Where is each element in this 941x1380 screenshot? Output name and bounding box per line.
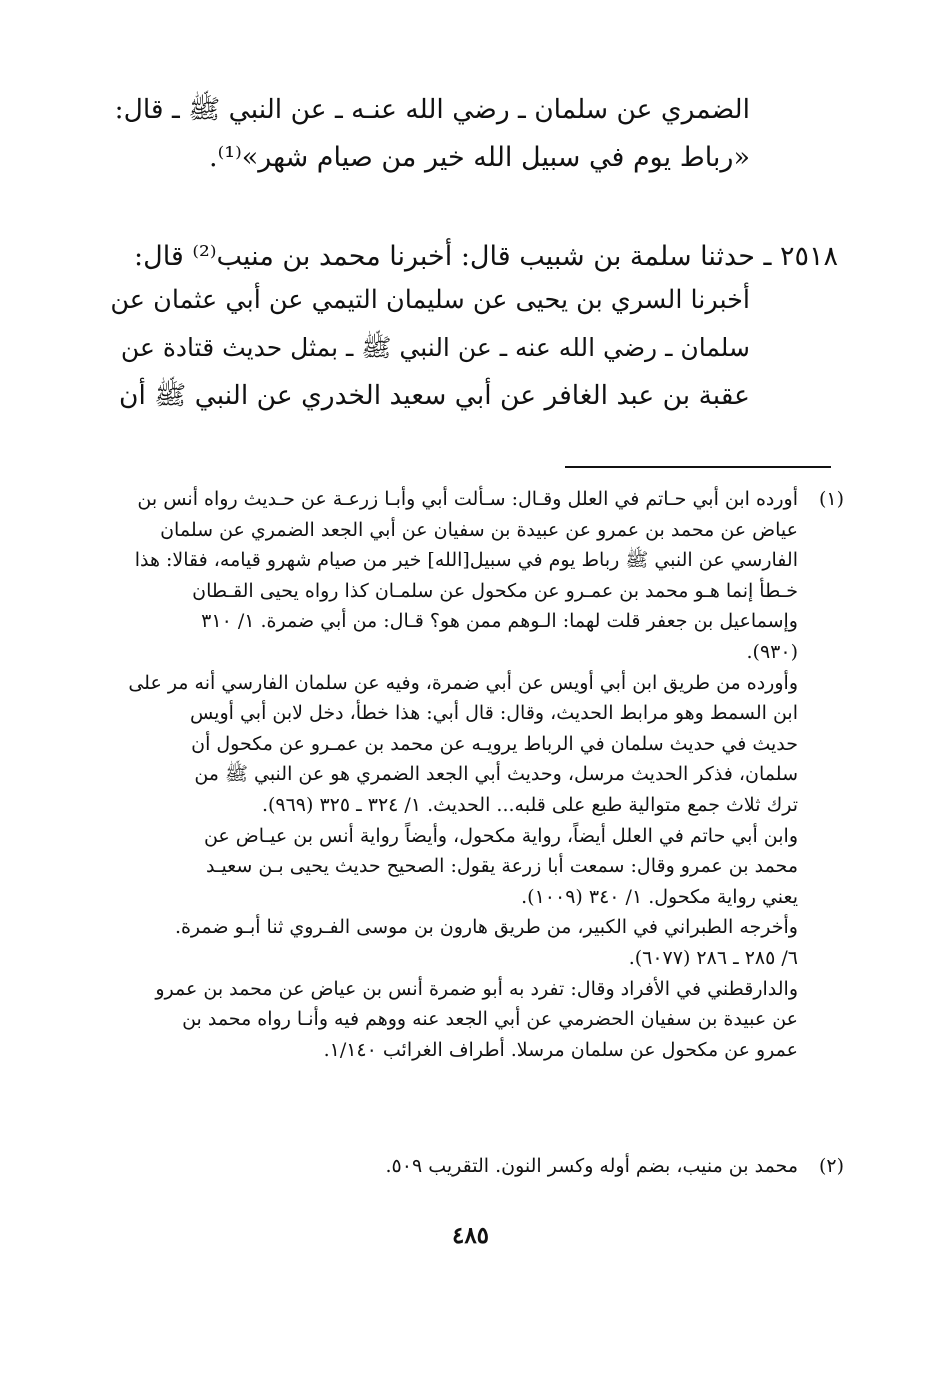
footnote-line: وإسماعيل بن جعفر قلت لهما: الـوهم ممن هو؟ قـال: من أبي ضمرة. ١/ ٣١٠	[201, 610, 798, 633]
main-line: سلمان ـ رضي الله عنه ـ عن النبي ﷺ ـ بمثل حديث قتادة عن	[120, 333, 750, 362]
hadith-2518-first-line	[110, 233, 838, 281]
main-paragraph-2	[110, 276, 750, 420]
main-line: الضمري عن سلمان ـ رضي الله عنـه ـ عن النبي ﷺ ـ قال:	[114, 94, 750, 125]
footnote-line: محمد بن منيب، بضم أوله وكسر النون. التقريب ٥٠٩.	[385, 1155, 798, 1177]
main-line: «رباط يوم في سبيل الله خير من صيام شهر»⁽¹⁾.	[209, 142, 750, 173]
footnote-line: الفارسي عن النبي ﷺ رباط يوم في سبيل[الله] خير من صيام شهرو قيامه، فقالا: هذا	[134, 549, 798, 572]
footnote-line: محمد بن عمرو وقال: سمعت أبا زرعة يقول: الصحيح حديث يحيى بـن سعيـد	[205, 855, 798, 878]
footnote-separator	[565, 466, 831, 468]
footnote-line: ابن السمط وهو مرابط الحديث، وقال: قال أبي: هذا خطأ، دخل لابن أبي أويس	[189, 702, 798, 725]
footnote-line: أورده ابن أبي حـاتم في العلل وقـال: سـألت أبي وأبـا زرعـة عن حـديث رواه أنس بن	[137, 488, 798, 510]
footnote-2-marker: (٢)	[818, 1155, 844, 1177]
main-line: ٢٥١٨ ـ حدثنا سلمة بن شبيب قال: أخبرنا محمد بن منيب⁽²⁾ قال:	[133, 241, 838, 272]
footnote-line: يعني رواية مكحول. ١/ ٣٤٠ (١٠٠٩).	[521, 885, 798, 908]
footnote-line: سلمان، فذكر الحديث مرسل، وحديث أبي الجعد الضمري هو عن النبي ﷺ من	[194, 763, 798, 786]
footnote-line: عن عبيدة بن سفيان الحضرمي عن أبي الجعد عنه ووهم فيه وأنـا رواه محمد بن	[182, 1008, 798, 1031]
footnote-line: والدارقطني في الأفراد وقال: تفرد به أبو ضمرة أنس بن عياض عن محمد بن عمرو	[155, 977, 798, 1000]
page-number: ٤٨٥	[451, 1222, 490, 1249]
footnote-line: وأورده من طريق ابن أبي أويس عن أبي ضمرة، وفيه عن سلمان الفارسي أنه مر على	[128, 671, 798, 694]
footnote-line: ٦/ ٢٨٥ ـ ٢٨٦ (٦٠٧٧).	[628, 946, 798, 969]
footnote-line: وأخرجه الطبراني في الكبير، من طريق هارون بن موسى الفـروي ثنا أبـو ضمرة.	[174, 916, 798, 939]
footnote-1	[112, 484, 798, 1065]
footnote-line: خـطأ إنما هـو محمد بن عمـرو عن مكحول عن سلمـان كذا رواه يحيى القـطان	[192, 579, 798, 602]
main-line: عقبة بن عبد الغافر عن أبي سعيد الخدري عن النبي ﷺ أن	[119, 380, 750, 411]
footnote-line: وابن أبي حاتم في العلل أيضاً، رواية مكحول، وأيضاً رواية أنس بن عيـاض عن	[203, 824, 798, 847]
footnote-line: عياض عن محمد بن عمرو عن عبيدة بن سفيان عن أبي الجعد الضمري عن سلمان	[160, 518, 798, 541]
footnote-line: حديث في حديث سلمان في الرباط يرويـه عن محمد بن عمـرو عن مكحول أن	[191, 732, 798, 755]
main-line: أخبرنا السري بن يحيى عن سليمان التيمي عن أبي عثمان عن	[110, 285, 750, 315]
footnote-line: (٩٣٠).	[746, 640, 798, 663]
footnote-1-marker: (١)	[818, 488, 844, 510]
main-paragraph-1	[110, 86, 750, 182]
footnote-2	[112, 1151, 798, 1182]
footnote-line: ترك ثلاث جمع متوالية طبع على قلبه... الحديث. ١/ ٣٢٤ ـ ٣٢٥ (٩٦٩).	[261, 793, 798, 816]
footnote-line: عمرو عن مكحول عن سلمان مرسلا. أطراف الغرائب ١/١٤٠.	[323, 1038, 798, 1061]
